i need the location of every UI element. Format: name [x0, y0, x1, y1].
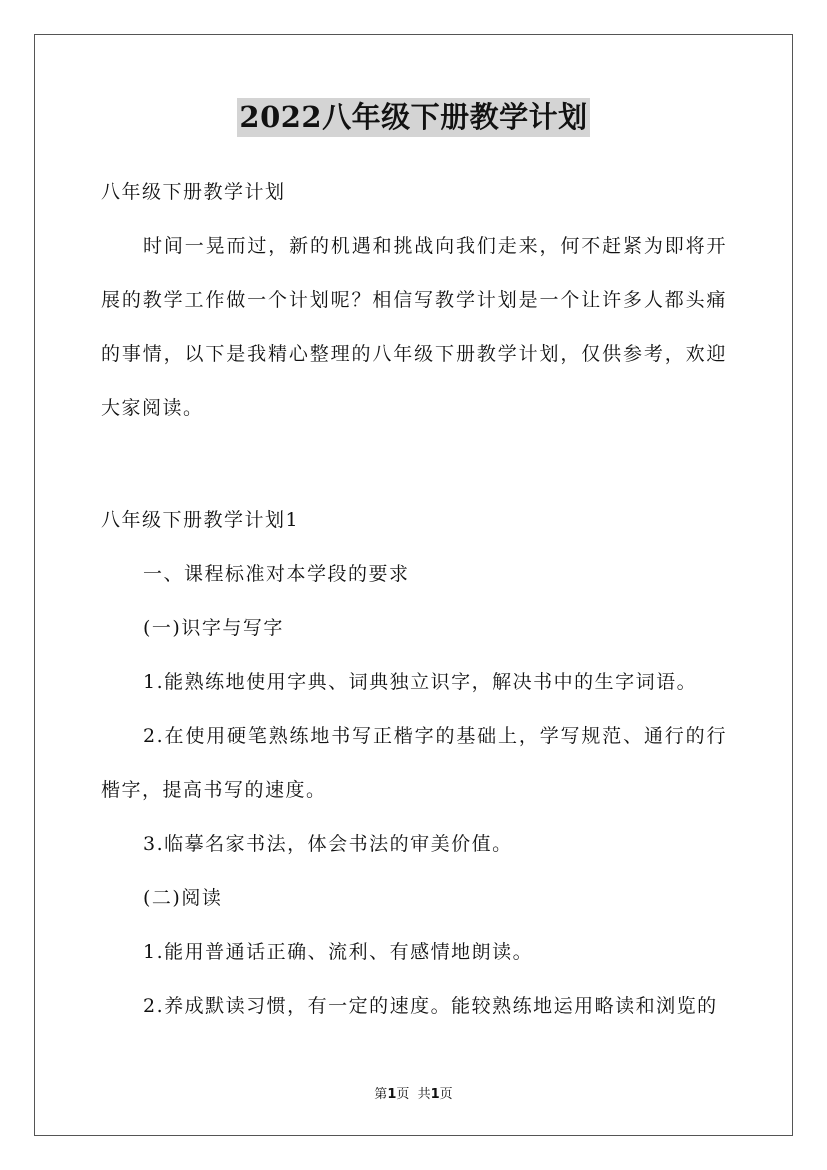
subtitle: 八年级下册教学计划 — [101, 181, 286, 203]
footer-page-current: 1 — [387, 1087, 397, 1102]
footer-prefix: 第 — [374, 1087, 388, 1102]
heading-1: 一、课程标准对本学段的要求 — [143, 563, 410, 585]
page-footer — [0, 1083, 827, 1102]
list-item: 2.在使用硬笔熟练地书写正楷字的基础上，学写规范、通行的行楷字，提高书写的速度。 — [101, 725, 727, 801]
subheading-1: (一)识字与写字 — [143, 617, 284, 639]
footer-mid: 页 共 — [396, 1087, 431, 1102]
list-item: 1.能用普通话正确、流利、有感情地朗读。 — [143, 941, 534, 963]
intro-paragraph: 时间一晃而过，新的机遇和挑战向我们走来，何不赶紧为即将开展的教学工作做一个计划呢？相信写教学计划是一个让许多人都头痛的事情，以下是我精心整理的八年级下册教学计划，仅供参考，欢迎大家阅读。 — [101, 235, 727, 419]
list-item: 1.能熟练地使用字典、词典独立识字，解决书中的生字词语。 — [143, 671, 698, 693]
list-item: 3.临摹名家书法，体会书法的审美价值。 — [143, 833, 513, 855]
list-item: 2.养成默读习惯，有一定的速度。能较熟练地运用略读和浏览的 — [143, 995, 718, 1017]
footer-suffix: 页 — [439, 1087, 453, 1102]
document-title: 2022八年级下册教学计划 — [237, 98, 589, 137]
subheading-2: (二)阅读 — [143, 887, 223, 909]
document-title-wrapper — [0, 98, 827, 137]
footer-page-total: 1 — [430, 1087, 440, 1102]
section-title: 八年级下册教学计划1 — [101, 509, 300, 531]
